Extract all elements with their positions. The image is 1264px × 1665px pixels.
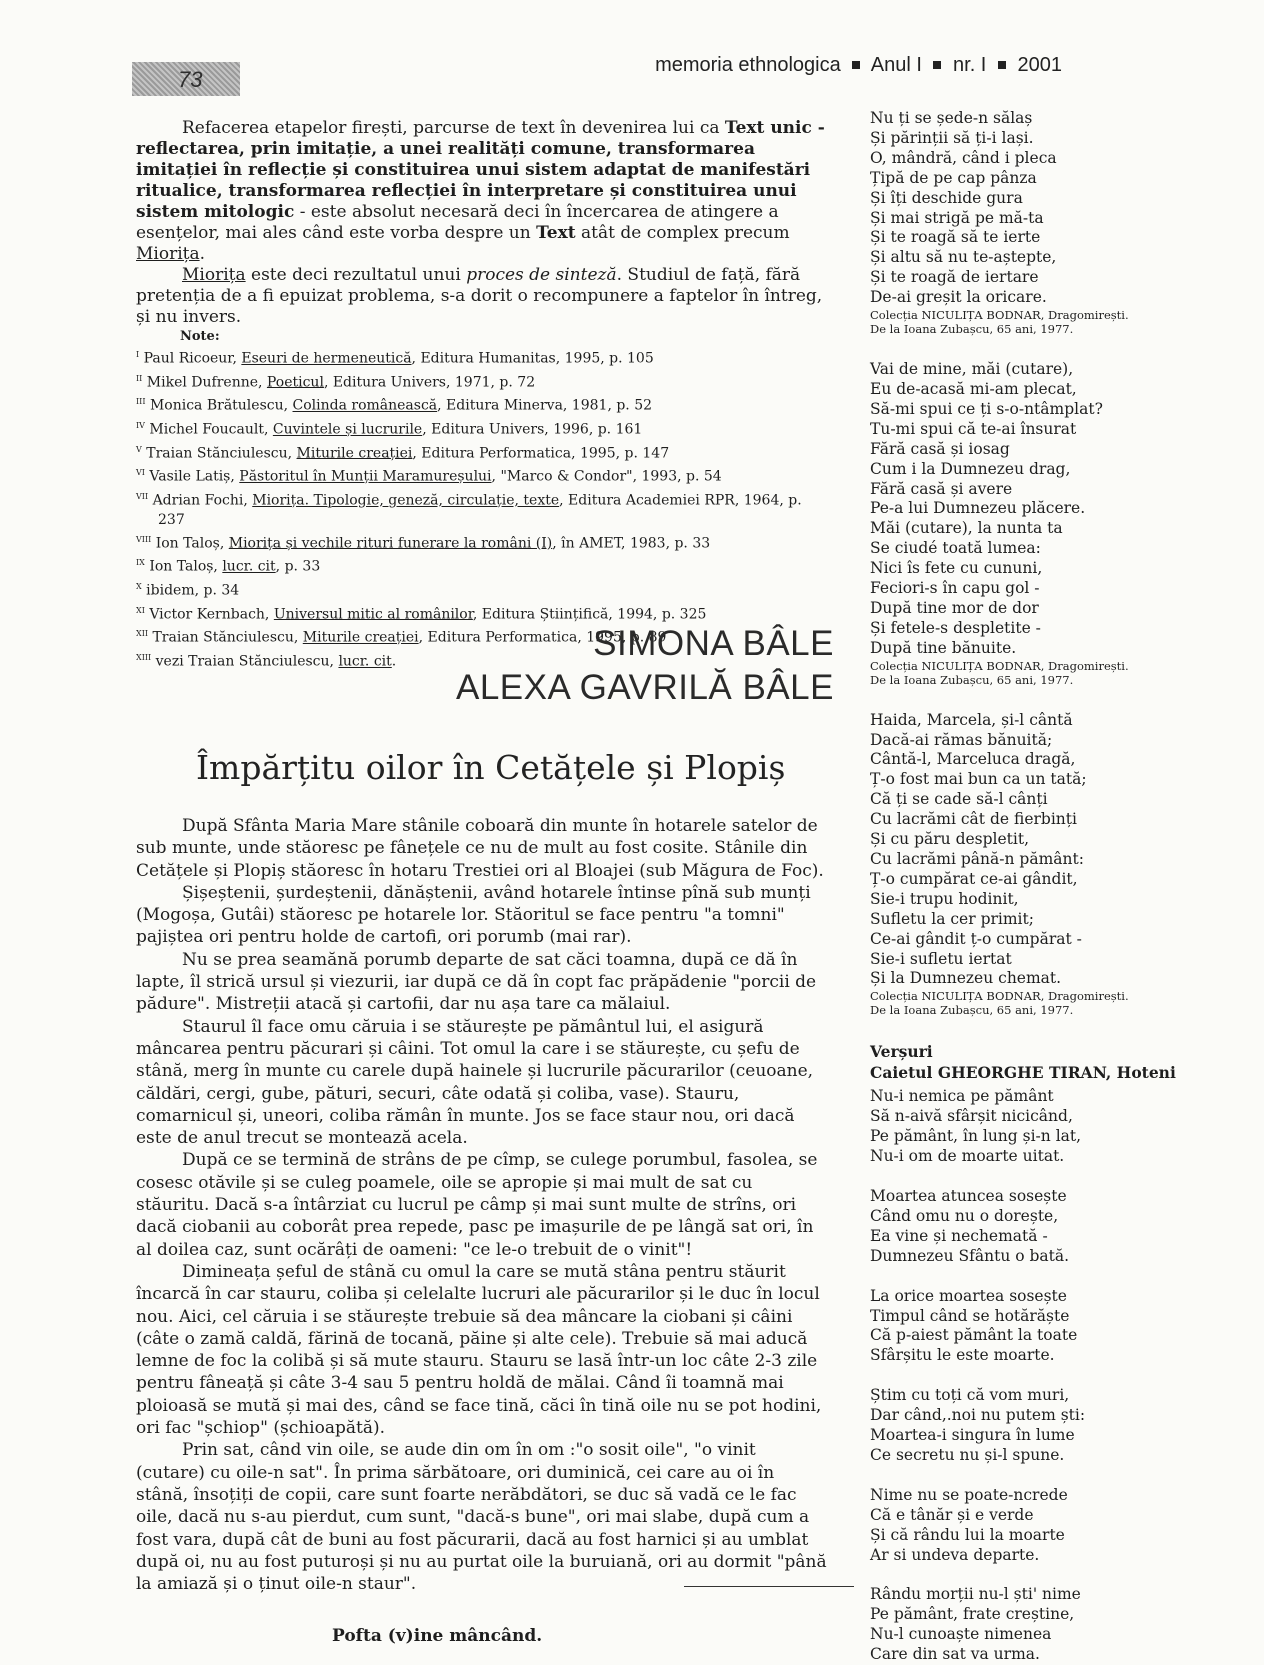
verse-line: De-ai greșit la oricare. — [870, 288, 1047, 307]
verse-line: Și te roagă să te ierte — [870, 228, 1041, 247]
spacer — [870, 1565, 1200, 1585]
verse-line: Cântă-l, Marceluca dragă, — [870, 750, 1076, 769]
notes-heading: Note: — [180, 329, 220, 344]
page-number-box — [132, 62, 240, 96]
song-source: Colecția NICULIȚA BODNAR, Dragomirești. — [870, 989, 1129, 1004]
spacer — [870, 1267, 1200, 1287]
note-item: $^{XI}$ Victor Kernbach, Universul mitic al românilor, Editura Științifică, 1994, p. 325 — [136, 605, 707, 623]
verse-line: O, mândră, când i pleca — [870, 148, 1057, 167]
verse-line: Pe pământ, frate creștine, — [870, 1605, 1075, 1624]
verse-line: Cu lacrămi până-n pământ: — [870, 850, 1084, 868]
verses-title: Verșuri — [870, 1042, 933, 1062]
verse-line: Tu-mi spui că te-ai însurat — [870, 419, 1077, 438]
verse-line: Ce-ai gândit ț-o cumpărat - — [870, 929, 1082, 948]
author-2: ALEXA GAVRILĂ BÂLE — [456, 668, 834, 707]
note-item: $^{III}$ Monica Brătulescu, Colinda românească, Editura Minerva, 1981, p. 52 — [136, 397, 653, 414]
verse-line: Nu ți se șede-n sălaș — [870, 109, 1033, 127]
verse-line: Și mai strigă pe mă-ta — [870, 208, 1044, 227]
article-paragraph: Dimineața șeful de stână cu omul la care se mută stâna pentru stăurit încarcă în car stauru, coliba și celelalte lucruri ale păcurarilor și le duc în locul nou. Aici, cel căruia i se stăurește trebuie să dea mâncare la ciobani și câini (câte o zamă caldă, fărină de tocană, păine și alte cele). Trebuie să mai aducă lemne de foc la colibă și să mute stauru. Stauru se lasă într-un loc câte 2-3 zile pentru fâneață și câte 3-4 sau 5 pentru holdă de mălai. Când îi toamnă mai ploioasă se mută și mai des, când se face tină, căci în tină oile nu se pot hodini, ori fac "șchiop" (șchioapătă). — [136, 1261, 822, 1439]
verse-line: Să n-aivă sfârșit nicicând, — [870, 1107, 1073, 1126]
note-item: $^{IX}$ Ion Taloș, lucr. cit, p. 33 — [136, 558, 321, 575]
divider-line — [684, 1586, 854, 1587]
verse-line: Rându morții nu-l ști' nime — [870, 1585, 1081, 1604]
note-item: $^{VII}$ Adrian Fochi, Miorița. Tipologie, geneză, circulație, texte, Editura Academiei RPR, 1964, p. 237 — [136, 491, 802, 528]
verse-line: Sie-i sufletu iertat — [870, 949, 1012, 968]
verse-line: Și fetele-s despletite - — [870, 618, 1041, 637]
verse-line: Ar si undeva departe. — [870, 1545, 1040, 1564]
intro-paragraph-2: Miorița este deci rezultatul unui proces de sinteză. Studiul de față, fără pretenția de a fi epuizat problema, s-a dorit o recompunere a faptelor în întreg, și nu invers. — [136, 265, 823, 327]
verse-line: Cum i la Dumnezeu drag, — [870, 459, 1071, 478]
verse-line: Care din sat va urma. — [870, 1645, 1040, 1664]
page-number: 73 — [178, 67, 203, 92]
verse-line: Ț-o fost mai bun ca un tată; — [870, 770, 1087, 789]
verse-line: Sfârșitu le este moarte. — [870, 1346, 1055, 1365]
verse-line: Dacă-ai rămas bănuită; — [870, 730, 1053, 749]
verse-line: Ț-o cumpărat ce-ai gândit, — [870, 869, 1078, 888]
note-item: $^V$ Traian Stănciulescu, Miturile creației, Editura Performatica, 1995, p. 147 — [136, 444, 670, 462]
spacer — [870, 1167, 1200, 1187]
note-item: $^I$ Paul Ricoeur, Eseuri de hermeneutică, Editura Humanitas, 1995, p. 105 — [136, 350, 654, 367]
verse-line: Când omu nu o dorește, — [870, 1206, 1059, 1225]
song-source: Colecția NICULIȚA BODNAR, Dragomirești. — [870, 658, 1129, 673]
notes-list — [136, 345, 826, 672]
verse-line: Moartea-i singura în lume — [870, 1426, 1075, 1445]
songs-column — [870, 109, 1200, 1665]
verse-line: Și părinții să ți-i lași. — [870, 128, 1034, 147]
article-paragraph: După Sfânta Maria Mare stânile coboară din munte în hotarele satelor de sub munte, unde stăoresc pe fânețele ce nu de mult au fost cosite. Stânile din Cetățele și Plopiș stăoresc în hotaru Trestiei ori al Bloajei (sub Măgura de Foc). — [136, 816, 824, 881]
verse-line: Dar când,.noi nu putem ști: — [870, 1406, 1086, 1425]
intro-paragraph-1: Refacerea etapelor firești, parcurse de text în devenirea lui ca Text unic - reflectarea, prin imitație, a unei realități comune, transformarea imitației în reflecție și constituirea unui sistem adaptat de manifestări ritualice, transformarea reflecției în interpretare și constituirea unui sistem mitologic - este absolut necesară deci în încercarea de atingere a esențelor, mai ales când este vorba despre un Text atât de complex precum Miorița. — [136, 118, 825, 264]
article-body — [136, 815, 828, 1595]
intro-section — [136, 118, 826, 672]
verse-line: Și altu să nu te-aștepte, — [870, 248, 1057, 267]
song-source: De la Ioana Zubașcu, 65 ani, 1977. — [870, 1003, 1074, 1018]
song-source: Colecția NICULIȚA BODNAR, Dragomirești. — [870, 308, 1129, 323]
bullet-square-icon — [933, 61, 941, 69]
note-item: $^{II}$ Mikel Dufrenne, Poeticul, Editura Univers, 1971, p. 72 — [136, 373, 536, 391]
verse-line: Nu-l cunoaște nimenea — [870, 1625, 1052, 1644]
article-paragraph: După ce se termină de strâns de pe cîmp, se culege porumbul, fasolea, se cosesc otăvile și se culeg poamele, oile se apropie și mai mult de sat cu stăuritu. Dacă s-a întârziat cu lucrul pe câmp și mai sunt multe de strîns, ori dacă ciobanii au coborât prea repede, pasc pe imașurile de pe lângă sat ori, în al doilea caz, sunt ocărâți de oameni: "ce le-o trebuit de o vinit"! — [136, 1150, 818, 1260]
verse-line: Și că rându lui la moarte — [870, 1525, 1065, 1544]
spacer — [870, 687, 1200, 711]
verse-line: Că p-aiest pământ la toate — [870, 1326, 1078, 1345]
verse-line: Pe pământ, în lung și-n lat, — [870, 1127, 1082, 1146]
verse-line: Să-mi spui ce ți s-o-ntâmplat? — [870, 399, 1103, 418]
verse-line: La orice moartea sosește — [870, 1286, 1067, 1305]
song-source: De la Ioana Zubașcu, 65 ani, 1977. — [870, 322, 1074, 337]
journal-issue: nr. I — [953, 54, 987, 76]
verse-line: Nici îs fete cu cununi, — [870, 559, 1043, 578]
note-item: $^X$ ibidem, p. 34 — [136, 581, 240, 599]
article-paragraph: Șișeștenii, șurdeștenii, dănăștenii, având hotarele întinse pînă sub munți (Mogoșa, Gutâi) stăoresc pe hotarele lor. Stăoritul se face pentru "a tomni" pajiștea ori pentru holde de cartofi, ori porumb (mai rar). — [136, 882, 811, 948]
verse-line: Și cu păru despletit, — [870, 830, 1030, 849]
verse-line: Nime nu se poate-ncrede — [870, 1485, 1068, 1504]
bullet-square-icon — [998, 61, 1006, 69]
verse-line: Se ciudé toată lumea: — [870, 539, 1041, 558]
verse-line: Că e tânăr și e verde — [870, 1505, 1034, 1524]
verse-line: Știm cu toți că vom muri, — [870, 1386, 1070, 1405]
bullet-square-icon — [852, 61, 860, 69]
verse-line: Măi (cutare), la nunta ta — [870, 519, 1063, 538]
verse-line: Haida, Marcela, și-l cântă — [870, 710, 1073, 729]
note-item: $^{VI}$ Vasile Latiș, Păstoritul în Munții Maramureșului, "Marco & Condor", 1993, p. 54 — [136, 468, 722, 485]
verse-line: Timpul când se hotărăște — [870, 1306, 1070, 1325]
verse-line: Nu-i om de moarte uitat. — [870, 1147, 1065, 1166]
song-source: De la Ioana Zubașcu, 65 ani, 1977. — [870, 672, 1074, 687]
article-paragraph: Nu se prea seamănă porumb departe de sat căci toamna, după ce dă în lapte, îl strică ursul și viezurii, iar după ce dă în copt fac prăpădenie "porcii de pădure". Mistreții atacă și cartofii, dar nu așa tare ca mălaiul. — [136, 949, 817, 1015]
verses-source: Caietul GHEORGHE TIRAN, Hoteni — [870, 1063, 1176, 1083]
verse-line: După tine mor de dor — [870, 598, 1039, 617]
verse-line: Sie-i trupu hodinit, — [870, 889, 1019, 908]
note-item: $^{XIII}$ vezi Traian Stănciulescu, lucr. cit. — [136, 652, 397, 670]
verse-line: Că ți se cade să-l cânți — [870, 790, 1048, 809]
verse-line: Sufletu la cer primit; — [870, 909, 1034, 928]
journal-year-volume: Anul I — [870, 54, 922, 76]
verse-line: Fără casă și iosag — [870, 439, 1010, 458]
verse-line: Ea vine și nechemată - — [870, 1226, 1048, 1245]
article-title: Împărțitu oilor în Cetățele și Plopiș — [196, 748, 786, 787]
verse-line: Feciori-s în capu gol - — [870, 579, 1040, 598]
article-subheading: Pofta (v)ine mâncând. — [332, 1626, 543, 1646]
note-item: $^{IV}$ Michel Foucault, Cuvintele și lucrurile, Editura Univers, 1996, p. 161 — [136, 420, 643, 438]
verse-line: Pe-a lui Dumnezeu plăcere. — [870, 499, 1086, 518]
verse-line: Moartea atuncea sosește — [870, 1186, 1067, 1205]
verse-line: Și îți deschide gura — [870, 188, 1023, 207]
verse-line: După tine bănuite. — [870, 638, 1017, 657]
note-item: $^{XII}$ Traian Stănciulescu, Miturile creației, Editura Performatica, 1995, p. 89 — [136, 629, 667, 646]
spacer — [870, 336, 1200, 360]
verse-line: Eu de-acasă mi-am plecat, — [870, 379, 1077, 398]
verse-line: Țipă de pe cap pânza — [870, 168, 1037, 187]
article-paragraph: Staurul îl face omu căruia i se stăurește pe pământul lui, el asigură mâncarea pentru păcurari și câini. Tot omul la care i se stăurește, cu șefu de stână, merg în munte cu carele după hainele și lucrurile păcurarilor (ceuoane, căldări, cergi, gube, pături, securi, câte odată și coliba, vase). Stauru, comarnicul și, uneori, coliba rămân în munte. Jos se face staur nou, ori dacă este de anul trecut se montează acela. — [136, 1016, 814, 1149]
article-paragraph: Prin sat, când vin oile, se aude din om în om :"o sosit oile", "o vinit (cutare) cu oile-n sat". În prima sărbătoare, ori duminică, cei care au oi în stână, însoțiți de copii, care sunt foarte nerăbdători, se duc să vadă ce le fac oile, dacă nu s-au pierdut, cum sunt, "dacă-s bune", ori mai slabe, după cum a fost vara, după cât de buni au fost păcurarii, dacă au fost harnici și au umblat după oi, nu au fost puturoși și nu au purtat oile la buruiană, ori au dormit "până la amiază și o ținut oile-n staur". — [136, 1440, 827, 1595]
verse-line: Vai de mine, măi (cutare), — [870, 360, 1074, 379]
verse-line: Cu lacrămi cât de fierbinți — [870, 810, 1077, 829]
verse-line: Nu-i nemica pe pământ — [870, 1087, 1054, 1106]
spacer — [870, 1466, 1200, 1486]
journal-name: memoria ethnologica — [655, 54, 841, 76]
journal-date: 2001 — [1017, 54, 1062, 76]
running-header — [655, 54, 1062, 77]
verse-line: Dumnezeu Sfântu o bată. — [870, 1246, 1070, 1265]
verse-line: Și te roagă de iertare — [870, 268, 1039, 287]
author-1: SIMONA BÂLE — [593, 624, 834, 663]
verse-line: Ce secretu nu și-l spune. — [870, 1445, 1065, 1464]
spacer — [870, 1366, 1200, 1386]
note-item: $^{VIII}$ Ion Taloș, Miorița și vechile rituri funerare la români (I), în AMET, 1983, p. 33 — [136, 534, 711, 552]
verse-line: Și la Dumnezeu chemat. — [870, 969, 1062, 988]
verse-line: Fără casă și avere — [870, 479, 1013, 498]
spacer — [870, 1017, 1200, 1041]
